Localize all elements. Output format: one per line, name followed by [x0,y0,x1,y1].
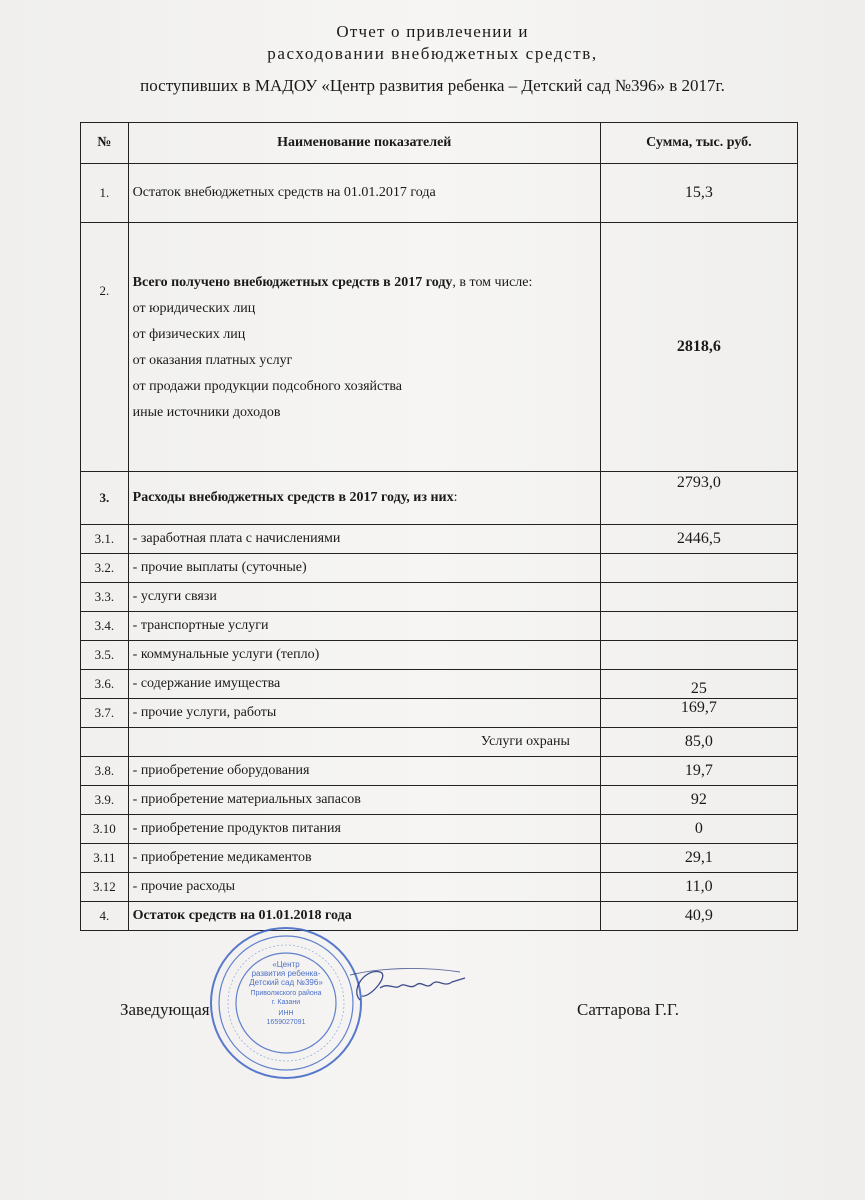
row-sum: 15,3 [600,164,797,223]
row-num: 3.2. [81,554,129,583]
row-sum: 2446,5 [600,525,797,554]
table-row [81,612,798,641]
row-name [128,472,600,525]
row-sum: 11,0 [600,873,797,902]
row-num: 1. [81,164,129,223]
table-row [81,902,798,931]
row-name [128,223,600,472]
table-row [81,472,798,525]
income-source: иные источники доходов [132,405,281,420]
row-name: - прочие услуги, работы [128,699,600,728]
row-num: 3.5. [81,641,129,670]
income-source: от юридических лиц [132,301,256,316]
row-sum: 169,7 [600,699,797,728]
seal-line: Детский сад №396» [249,978,323,987]
table-row [81,554,798,583]
row-sum [600,641,797,670]
header-num: № [81,123,129,164]
row2-title-rest: , в том числе: [452,275,533,290]
row-num: 3. [81,472,129,525]
row-num: 3.7. [81,699,129,728]
row-name: Остаток средств на 01.01.2018 года [128,902,600,931]
row-sum: 2818,6 [600,223,797,472]
row3-title: Расходы внебюджетных средств в 2017 году, из них [132,490,454,505]
row3-colon: : [453,490,458,505]
report-table [80,122,798,931]
seal-line: развития ребенка- [251,969,321,978]
row-name: - приобретение материальных запасов [128,786,600,815]
table-row [81,641,798,670]
table-row [81,873,798,902]
row-num: 3.12 [81,873,129,902]
signature-mark [340,960,470,1010]
row-name: - услуги связи [128,583,600,612]
table-row [81,670,798,699]
row-name: - заработная плата с начислениями [128,525,600,554]
header-name: Наименование показателей [128,123,600,164]
seal-line: г. Казани [271,999,301,1006]
row-sum: 29,1 [600,844,797,873]
seal-line: «Центр [272,960,300,969]
table-row [81,699,798,728]
row-sum: 25 [600,670,797,699]
title-line-2: расходовании внебюджетных средств, [267,44,598,63]
row-name: - прочие расходы [128,873,600,902]
table-row [81,757,798,786]
row-num: 3.10 [81,815,129,844]
row-name: - приобретение оборудования [128,757,600,786]
row-name: - коммунальные услуги (тепло) [128,641,600,670]
row-sum: 92 [600,786,797,815]
table-row [81,223,798,472]
table-row [81,728,798,757]
seal-line: 1659027091 [266,1019,306,1026]
seal-line: ИНН [278,1010,294,1017]
signer-name: Саттарова Г.Г. [577,1000,679,1019]
income-source: от оказания платных услуг [132,353,293,368]
title-line-1: Отчет о привлечении и [336,22,529,41]
table-row [81,844,798,873]
header-sum: Сумма, тыс. руб. [600,123,797,164]
row-num [81,728,129,757]
row-num: 3.4. [81,612,129,641]
row-sum [600,583,797,612]
row-sum: 40,9 [600,902,797,931]
table-row [81,525,798,554]
table-row [81,815,798,844]
row-num: 2. [81,223,129,472]
income-source: от физических лиц [132,327,246,342]
row-name: - приобретение медикаментов [128,844,600,873]
row-name: Услуги охраны [128,728,600,757]
table-row [81,583,798,612]
row-name: - приобретение продуктов питания [128,815,600,844]
table-row [81,786,798,815]
row2-title: Всего получено внебюджетных средств в 2017 году [132,275,453,290]
row-sum: 0 [600,815,797,844]
table-header-row [81,123,798,164]
row-sum: 85,0 [600,728,797,757]
row-name: - транспортные услуги [128,612,600,641]
income-source: от продажи продукции подсобного хозяйства [132,379,403,394]
row-sum: 19,7 [600,757,797,786]
signer-position: Заведующая [120,1000,210,1019]
row-num: 4. [81,902,129,931]
row-sum [600,612,797,641]
row-sum: 2793,0 [600,472,797,525]
seal-line: Приволжского района [250,990,322,997]
row-num: 3.1. [81,525,129,554]
row-name: - содержание имущества [128,670,600,699]
row-name: Остаток внебюджетных средств на 01.01.2017 года [128,164,600,223]
row-name: - прочие выплаты (суточные) [128,554,600,583]
title-line-3: поступивших в МАДОУ «Центр развития ребенка – Детский сад №396» в 2017г. [140,76,725,95]
table-row [81,164,798,223]
row-sum [600,554,797,583]
row-num: 3.11 [81,844,129,873]
row-num: 3.3. [81,583,129,612]
row-num: 3.8. [81,757,129,786]
row-num: 3.6. [81,670,129,699]
row-num: 3.9. [81,786,129,815]
